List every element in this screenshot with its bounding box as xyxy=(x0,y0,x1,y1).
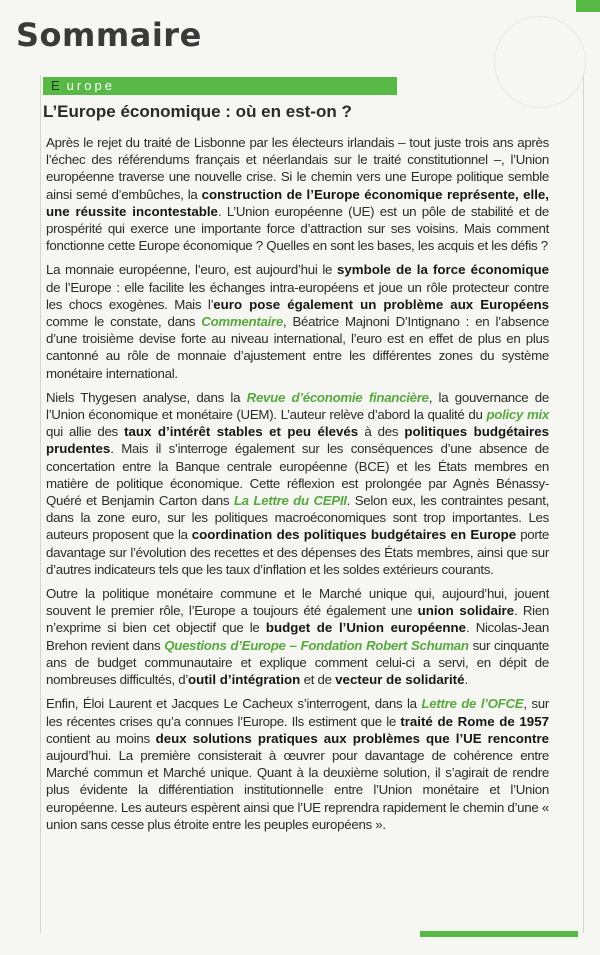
emphasis: politiques budgétaires prudentes xyxy=(46,424,549,457)
text-run: . Rien n’exprime si bien cet objectif que le xyxy=(46,603,550,636)
term-policy-mix: policy mix xyxy=(486,407,549,423)
text-run: de l’Europe : elle facilite les échanges intra-européens et joue un rôle protecteur contre les chocs exogènes. Mais l’ xyxy=(46,279,549,312)
text-run: aujourd’hui. La première consisterait à œuvrer pour davantage de cohérence entre Marché commun et Marché unique. Quant à la deuxième solution, il s’agirait de rendre plus évidente la différentiation institutionnelle entre l’Union monétaire et l’Union européenne. Les auteurs espèrent ainsi que l’UE reprendra rapidement le chemin d’une « union sans cesse plus étroite entre les peuples européens ». xyxy=(46,747,549,832)
emphasis: taux d’intérêt stables et peu élevés xyxy=(124,424,359,440)
emphasis: coordination des politiques budgétaires en Europe xyxy=(191,527,517,543)
text-run: , Béatrice Majnoni D’Intignano : en l’absence d’une troisième devise forte au niveau international, l’euro est en effet de plus en plus cantonné au rôle de monnaie d’ajustement entre les différentes zones du système monétaire international. xyxy=(46,314,550,381)
page-title: Sommaire xyxy=(16,16,202,54)
text-run: et de xyxy=(300,672,336,688)
section-initial: E xyxy=(51,78,63,93)
emphasis: deux solutions pratiques aux problèmes que l’UE rencontre xyxy=(155,730,550,746)
text-run: , sur les récentes crises qu’a connues l’Europe. Ils estiment que le xyxy=(46,696,549,729)
paragraph-2 xyxy=(46,261,549,381)
emphasis: vecteur de solidarité xyxy=(335,672,465,688)
paragraph-3 xyxy=(46,389,549,578)
emphasis: euro pose également un problème aux Européens xyxy=(213,296,549,312)
section-label-europe xyxy=(43,77,397,95)
paragraph-4 xyxy=(46,585,549,688)
emphasis: budget de l’Union européenne xyxy=(265,620,466,636)
publication-link-commentaire[interactable]: Commentaire xyxy=(201,314,283,330)
text-run: . xyxy=(464,672,468,688)
publication-link-questions-europe[interactable]: Questions d’Europe – Fondation Robert Schuman xyxy=(164,637,469,653)
text-run: Enfin, Éloi Laurent et Jacques Le Cacheux s’interrogent, dans la xyxy=(46,696,422,712)
emphasis: traité de Rome de 1957 xyxy=(400,713,549,729)
emphasis: symbole de la force économique xyxy=(336,262,549,278)
text-run: Après le rejet du traité de Lisbonne par les électeurs irlandais – tout juste trois ans après l’échec des référendums français et néerlandais sur le traité constitutionnel –, l’Union européenne traverse une nouvelle crise. Si le chemin vers une Europe politique semble ainsi semé d’embûches, la xyxy=(46,135,549,202)
paragraph-5 xyxy=(46,695,549,833)
text-run: qui allie des xyxy=(46,424,125,440)
text-run: sur cinquante ans de budget communautaire et explique comment celui-ci a servi, en dépit de nombreuses difficultés, d’ xyxy=(46,637,549,688)
emphasis: outil d’intégration xyxy=(188,672,301,688)
top-accent-bar xyxy=(576,0,600,12)
text-run: comme le constate, dans xyxy=(46,314,202,330)
text-run: . Mais il s’interroge également sur les conséquences d’une absence de concertation entre la Banque centrale européenne (BCE) et les États membres en matière de politique économique. Cette réflexion est prolongée par Agnès Bénassy-Quéré et Benjamin Carton dans xyxy=(46,441,549,509)
text-run: . L’Union européenne (UE) est un pôle de stabilité et de prospérité qui exerce une importante force d’attraction sur ses voisins. Mais comment fonctionne cette Europe économique ? Quelles en sont les bases, les acquis et les défis ? xyxy=(46,203,549,254)
publication-link-revue-economie-financiere[interactable]: Revue d’économie financière xyxy=(246,389,429,405)
paragraph-1 xyxy=(46,134,549,254)
text-run: porte davantage sur l’évolution des recettes et des dépenses des États membres, ainsi que sur d’autres indicateurs tels que les taux d’inflation et les soldes extérieurs courants. xyxy=(46,527,549,577)
article-title: L’Europe économique : où en est-on ? xyxy=(43,102,352,121)
article-body xyxy=(46,134,549,840)
text-run: Niels Thygesen analyse, dans la xyxy=(46,389,247,405)
text-run: . Selon eux, les contraintes pesant, dans la zone euro, sur les politiques macroéconomiques sont trop importantes. Les auteurs proposent que la xyxy=(46,493,549,543)
emphasis: construction de l’Europe économique représente, elle, une réussite incontestable xyxy=(46,186,549,219)
text-run: à des xyxy=(358,424,405,440)
section-label-rest: urope xyxy=(66,78,115,93)
text-run: , la gouvernance de l’Union économique et monétaire (UEM). L’auteur relève d’abord la qualité du xyxy=(46,389,549,423)
text-run: . Nicolas-Jean Brehon revient dans xyxy=(46,620,549,653)
publication-link-lettre-cepii[interactable]: La Lettre du CEPII xyxy=(233,493,347,509)
text-run: Outre la politique monétaire commune et le Marché unique qui, aujourd’hui, jouent souvent le premier rôle, l’Europe a toujours été également une xyxy=(46,586,549,619)
emphasis: union solidaire xyxy=(417,603,515,619)
bottom-accent-bar xyxy=(420,931,578,937)
publication-link-lettre-ofce[interactable]: Lettre de l’OFCE xyxy=(421,696,524,712)
text-run: contient au moins xyxy=(46,730,156,746)
text-run: La monnaie européenne, l’euro, est aujourd’hui le xyxy=(46,262,337,278)
